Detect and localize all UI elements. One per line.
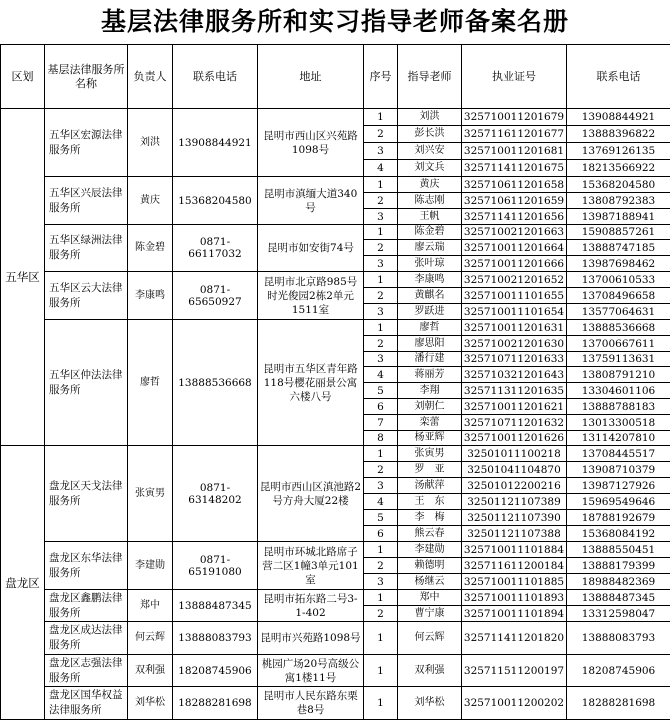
- teacher-cell: 刘洪: [398, 109, 462, 126]
- col-cert-header: 执业证号: [462, 45, 567, 109]
- cert-cell: 325710011101655: [462, 288, 567, 304]
- registry-table: [0, 44, 670, 720]
- teacher-phone-cell: 13700667611: [567, 336, 670, 352]
- number-cell: 3: [364, 143, 398, 160]
- teacher-cell: 李康鸣: [398, 272, 462, 288]
- teacher-cell: 刘兴安: [398, 143, 462, 160]
- number-cell: 5: [364, 383, 398, 399]
- cert-cell: 325710021201652: [462, 272, 567, 288]
- teacher-cell: 刘华松: [398, 687, 462, 720]
- number-cell: 2: [364, 288, 398, 304]
- cert-cell: 325711611200184: [462, 558, 567, 574]
- address-cell: 昆明市环城北路席子营二区1幢3单元101室: [258, 542, 364, 590]
- table-row: [1, 225, 670, 240]
- page-title: 基层法律服务所和实习指导老师备案名册: [0, 0, 670, 44]
- header-row: [1, 45, 670, 109]
- teacher-phone-cell: 13808791210: [567, 367, 670, 383]
- table-row: [1, 590, 670, 606]
- cert-cell: 325710611201659: [462, 193, 567, 209]
- teacher-phone-cell: 15908857261: [567, 225, 670, 240]
- org-name-cell: 盘龙区天戈法律服务所: [45, 446, 128, 542]
- col-head-header: 负责人: [128, 45, 173, 109]
- number-cell: 5: [364, 510, 398, 526]
- teacher-cell: 王帆: [398, 209, 462, 225]
- teacher-phone-cell: 13888179399: [567, 558, 670, 574]
- number-cell: 2: [364, 336, 398, 352]
- org-phone-cell: 0871-63148202: [173, 446, 258, 542]
- org-name-cell: 盘龙区志强法律服务所: [45, 655, 128, 687]
- table-row: [1, 542, 670, 558]
- number-cell: 4: [364, 367, 398, 383]
- col-phone-header: 联系电话: [173, 45, 258, 109]
- teacher-phone-cell: 13013300518: [567, 415, 670, 431]
- cert-cell: 325711611201677: [462, 126, 567, 143]
- address-cell: 昆明市如安街74号: [258, 225, 364, 272]
- cert-cell: 325710011201621: [462, 399, 567, 415]
- table-row: [1, 622, 670, 655]
- teacher-cell: 刘朝仁: [398, 399, 462, 415]
- number-cell: 3: [364, 256, 398, 272]
- table-row: [1, 109, 670, 126]
- teacher-cell: 杨继云: [398, 574, 462, 590]
- cert-cell: 325710011201679: [462, 109, 567, 126]
- cert-cell: 325711311201635: [462, 383, 567, 399]
- teacher-phone-cell: 15368204580: [567, 177, 670, 193]
- address-cell: 桃园广场20号高级公寓1楼11号: [258, 655, 364, 687]
- number-cell: 3: [364, 304, 398, 320]
- number-cell: 2: [364, 606, 398, 622]
- teacher-phone-cell: 13708445517: [567, 446, 670, 462]
- cert-cell: 32501041104870: [462, 462, 567, 478]
- teacher-cell: 黄庆: [398, 177, 462, 193]
- teacher-phone-cell: 13808792383: [567, 193, 670, 209]
- org-name-cell: 盘龙区东华法律服务所: [45, 542, 128, 590]
- teacher-phone-cell: 13708496658: [567, 288, 670, 304]
- table-row: [1, 320, 670, 336]
- teacher-phone-cell: 18213566922: [567, 160, 670, 177]
- org-phone-cell: 0871-66117032: [173, 225, 258, 272]
- teacher-cell: 刘文兵: [398, 160, 462, 177]
- address-cell: 昆明市拓东路二号3-1-402: [258, 590, 364, 622]
- teacher-cell: 栾蕾: [398, 415, 462, 431]
- teacher-cell: 李 梅: [398, 510, 462, 526]
- teacher-cell: 潘行建: [398, 352, 462, 367]
- teacher-cell: 廖哲: [398, 320, 462, 336]
- number-cell: 3: [364, 209, 398, 225]
- number-cell: 4: [364, 160, 398, 177]
- teacher-phone-cell: 15368084192: [567, 526, 670, 542]
- number-cell: 1: [364, 687, 398, 720]
- cert-cell: 325710711201632: [462, 415, 567, 431]
- teacher-cell: 廖思阳: [398, 336, 462, 352]
- teacher-phone-cell: 18208745906: [567, 655, 670, 687]
- cert-cell: 325710011101894: [462, 606, 567, 622]
- org-phone-cell: 18208745906: [173, 655, 258, 687]
- number-cell: 1: [364, 177, 398, 193]
- number-cell: 2: [364, 240, 398, 256]
- head-cell: 张寅男: [128, 446, 173, 542]
- col-address-header: 地址: [258, 45, 364, 109]
- cert-cell: 325710611201658: [462, 177, 567, 193]
- teacher-cell: 双利强: [398, 655, 462, 687]
- number-cell: 2: [364, 462, 398, 478]
- teacher-cell: 陈志刚: [398, 193, 462, 209]
- cert-cell: 32501121107389: [462, 494, 567, 510]
- table-row: [1, 446, 670, 462]
- cert-cell: 325710011200202: [462, 687, 567, 720]
- number-cell: 1: [364, 542, 398, 558]
- org-phone-cell: 13908844921: [173, 109, 258, 177]
- head-cell: 陈金碧: [128, 225, 173, 272]
- address-cell: 昆明市人民东路东栗巷8号: [258, 687, 364, 720]
- cert-cell: 325710011101893: [462, 590, 567, 606]
- org-phone-cell: 15368204580: [173, 177, 258, 225]
- number-cell: 1: [364, 109, 398, 126]
- number-cell: 8: [364, 431, 398, 446]
- teacher-phone-cell: 13769126135: [567, 143, 670, 160]
- teacher-cell: 汤献萍: [398, 478, 462, 494]
- teacher-phone-cell: 13759113631: [567, 352, 670, 367]
- teacher-cell: 杨亚辉: [398, 431, 462, 446]
- district-cell: 五华区: [1, 109, 45, 446]
- org-name-cell: 盘龙区国华权益法律服务所: [45, 687, 128, 720]
- teacher-phone-cell: 13888083793: [567, 622, 670, 655]
- teacher-phone-cell: 13312598047: [567, 606, 670, 622]
- cert-cell: 325710011101885: [462, 574, 567, 590]
- number-cell: 2: [364, 126, 398, 143]
- org-name-cell: 盘龙区成达法律服务所: [45, 622, 128, 655]
- teacher-cell: 郑中: [398, 590, 462, 606]
- teacher-phone-cell: 13577064631: [567, 304, 670, 320]
- teacher-cell: 陈金碧: [398, 225, 462, 240]
- table-row: [1, 177, 670, 193]
- cert-cell: 325711411201656: [462, 209, 567, 225]
- number-cell: 3: [364, 478, 398, 494]
- cert-cell: 325711411201675: [462, 160, 567, 177]
- cert-cell: 325710011101654: [462, 304, 567, 320]
- teacher-cell: 曹宁康: [398, 606, 462, 622]
- teacher-phone-cell: 13888536668: [567, 320, 670, 336]
- cert-cell: 32501012200216: [462, 478, 567, 494]
- head-cell: 李康鸣: [128, 272, 173, 320]
- org-name-cell: 五华区仲法法律服务所: [45, 320, 128, 446]
- address-cell: 昆明市西山区滇池路2号方舟大厦22楼: [258, 446, 364, 542]
- cert-cell: 325710011201626: [462, 431, 567, 446]
- head-cell: 廖哲: [128, 320, 173, 446]
- number-cell: 6: [364, 399, 398, 415]
- cert-cell: 325710011101884: [462, 542, 567, 558]
- teacher-phone-cell: 18788192679: [567, 510, 670, 526]
- org-phone-cell: 13888536668: [173, 320, 258, 446]
- cert-cell: 325710021201663: [462, 225, 567, 240]
- teacher-cell: 罗跃进: [398, 304, 462, 320]
- number-cell: 1: [364, 320, 398, 336]
- number-cell: 3: [364, 352, 398, 367]
- teacher-phone-cell: 13987188941: [567, 209, 670, 225]
- teacher-cell: 李翔: [398, 383, 462, 399]
- head-cell: 李建勋: [128, 542, 173, 590]
- teacher-phone-cell: 13908844921: [567, 109, 670, 126]
- cert-cell: 325710011201666: [462, 256, 567, 272]
- org-phone-cell: 13888487345: [173, 590, 258, 622]
- district-cell: 盘龙区: [1, 446, 45, 720]
- number-cell: 1: [364, 590, 398, 606]
- teacher-phone-cell: 13888747185: [567, 240, 670, 256]
- teacher-cell: 熊云春: [398, 526, 462, 542]
- org-phone-cell: 0871-65650927: [173, 272, 258, 320]
- teacher-phone-cell: 13114207810: [567, 431, 670, 446]
- teacher-phone-cell: 13908710379: [567, 462, 670, 478]
- address-cell: 昆明市西山区兴苑路1098号: [258, 109, 364, 177]
- org-name-cell: 五华区宏源法律服务所: [45, 109, 128, 177]
- col-org-header: 基层法律服务所名称: [45, 45, 128, 109]
- col-teacher-phone-header: 联系电话: [567, 45, 670, 109]
- number-cell: 6: [364, 526, 398, 542]
- cert-cell: 325710011201681: [462, 143, 567, 160]
- teacher-cell: 赖德明: [398, 558, 462, 574]
- cert-cell: 32501011100218: [462, 446, 567, 462]
- teacher-phone-cell: 13888396822: [567, 126, 670, 143]
- teacher-phone-cell: 13987698462: [567, 256, 670, 272]
- org-name-cell: 盘龙区鑫鹏法律服务所: [45, 590, 128, 622]
- col-teacher-header: 指导老师: [398, 45, 462, 109]
- address-cell: 昆明市滇缅大道340号: [258, 177, 364, 225]
- col-number-header: 序号: [364, 45, 398, 109]
- cert-cell: 32501121107390: [462, 510, 567, 526]
- number-cell: 1: [364, 272, 398, 288]
- teacher-cell: 黄麒名: [398, 288, 462, 304]
- teacher-phone-cell: 13304601106: [567, 383, 670, 399]
- cert-cell: 325710321201643: [462, 367, 567, 383]
- cert-cell: 325711511200197: [462, 655, 567, 687]
- org-phone-cell: 0871-65191080: [173, 542, 258, 590]
- teacher-cell: 彭长洪: [398, 126, 462, 143]
- teacher-cell: 王 东: [398, 494, 462, 510]
- teacher-phone-cell: 13888550451: [567, 542, 670, 558]
- teacher-phone-cell: 13888788183: [567, 399, 670, 415]
- org-phone-cell: 13888083793: [173, 622, 258, 655]
- head-cell: 黄庆: [128, 177, 173, 225]
- teacher-phone-cell: 15969549646: [567, 494, 670, 510]
- cert-cell: 32501121107388: [462, 526, 567, 542]
- head-cell: 刘洪: [128, 109, 173, 177]
- number-cell: 1: [364, 446, 398, 462]
- number-cell: 3: [364, 574, 398, 590]
- teacher-phone-cell: 18288281698: [567, 687, 670, 720]
- teacher-cell: 廖云瑞: [398, 240, 462, 256]
- head-cell: 何云辉: [128, 622, 173, 655]
- teacher-phone-cell: 13888487345: [567, 590, 670, 606]
- number-cell: 4: [364, 494, 398, 510]
- cert-cell: 325711411201820: [462, 622, 567, 655]
- number-cell: 2: [364, 193, 398, 209]
- head-cell: 刘华松: [128, 687, 173, 720]
- cert-cell: 325710021201630: [462, 336, 567, 352]
- org-phone-cell: 18288281698: [173, 687, 258, 720]
- teacher-phone-cell: 13700610533: [567, 272, 670, 288]
- number-cell: 2: [364, 558, 398, 574]
- teacher-cell: 张寅男: [398, 446, 462, 462]
- cert-cell: 325710711201633: [462, 352, 567, 367]
- teacher-cell: 李建勋: [398, 542, 462, 558]
- address-cell: 昆明市北京路985号时光俊园2栋2单元1511室: [258, 272, 364, 320]
- org-name-cell: 五华区绿洲法律服务所: [45, 225, 128, 272]
- org-name-cell: 五华区兴辰法律服务所: [45, 177, 128, 225]
- teacher-cell: 何云辉: [398, 622, 462, 655]
- teacher-cell: 张叶琼: [398, 256, 462, 272]
- address-cell: 昆明市兴苑路1098号: [258, 622, 364, 655]
- cert-cell: 325710011201664: [462, 240, 567, 256]
- table-row: [1, 272, 670, 288]
- teacher-cell: 蒋丽芳: [398, 367, 462, 383]
- teacher-phone-cell: 13987127926: [567, 478, 670, 494]
- number-cell: 1: [364, 655, 398, 687]
- address-cell: 昆明市五华区青年路118号樱花丽景公寓六楼八号: [258, 320, 364, 446]
- col-district-header: 区划: [1, 45, 45, 109]
- head-cell: 双利强: [128, 655, 173, 687]
- teacher-cell: 罗 亚: [398, 462, 462, 478]
- teacher-phone-cell: 18988482369: [567, 574, 670, 590]
- table-row: [1, 655, 670, 687]
- org-name-cell: 五华区云大法律服务所: [45, 272, 128, 320]
- number-cell: 7: [364, 415, 398, 431]
- head-cell: 郑中: [128, 590, 173, 622]
- table-row: [1, 687, 670, 720]
- cert-cell: 325710011201631: [462, 320, 567, 336]
- number-cell: 1: [364, 225, 398, 240]
- number-cell: 1: [364, 622, 398, 655]
